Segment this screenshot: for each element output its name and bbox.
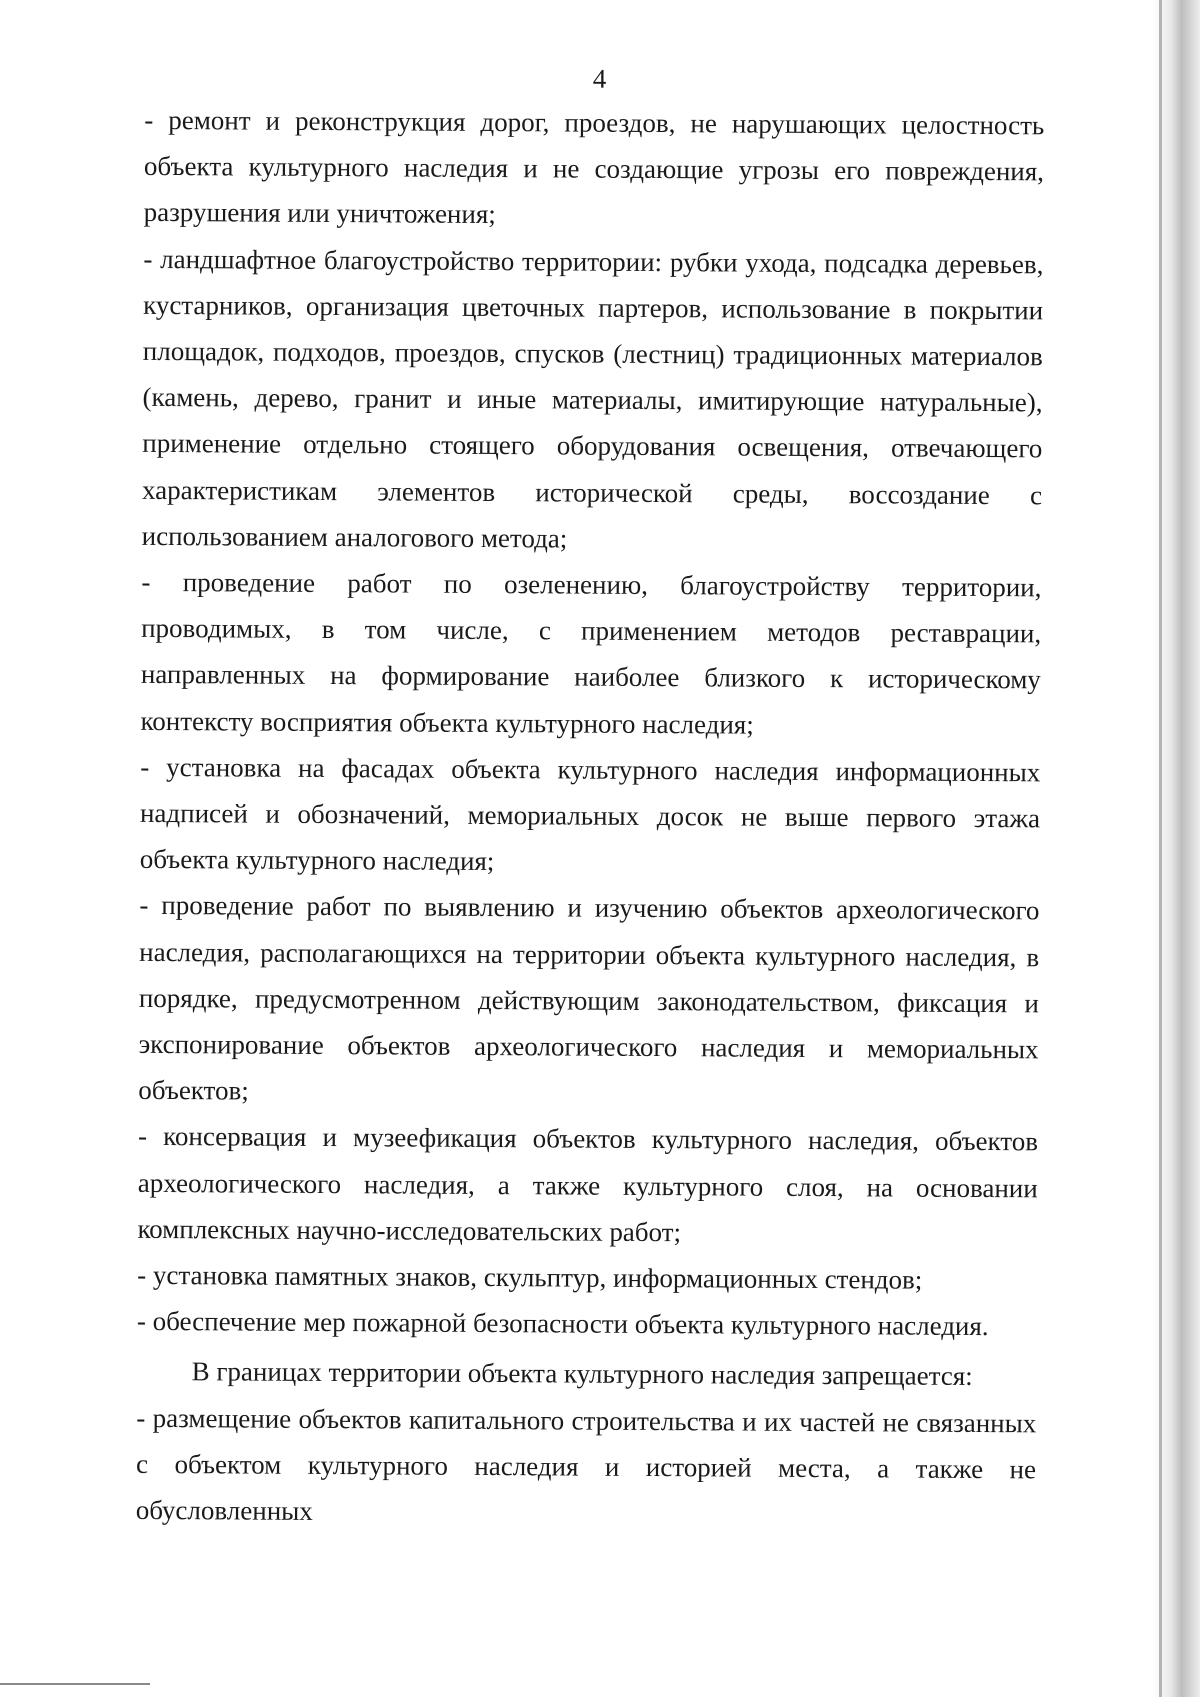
scan-edge-line	[1159, 0, 1162, 1697]
paragraph-landscaping: - ландшафтное благоустройство территории: рубки ухода, подсадка деревьев, кустарников, организация цветочных партеров, использование в покрытии площадок, подходов, проездов, спусков (лестниц) традиционных материалов (камень, дерево, гранит и иные материалы, имитирующие натуральные), применение отдельно стоящего оборудования освещения, отвечающего характеристикам элементов исторической среды, воссоздание с использованием аналогового метода;	[141, 243, 1044, 554]
paragraph-facade-signage: - установка на фасадах объекта культурного наследия информационных надписей и обозначений, мемориальных досок не выше первого этажа объекта культурного наследия;	[139, 751, 1041, 877]
paragraph-capital-construction: - размещение объектов капитального строительства и их частей не связанных с объектом культурного наследия и историей места, а также не обусловленных	[135, 1402, 1037, 1527]
paragraph-fire-safety: - обеспечение мер пожарной безопасности объекта культурного наследия.	[136, 1306, 989, 1342]
paragraph-prohibited-heading: В границах территории объекта культурного наследия запрещается:	[191, 1356, 973, 1392]
paragraph-memorial-signs: - установка памятных знаков, скульптур, информационных стендов;	[137, 1259, 923, 1295]
paragraph-archaeology-research: - проведение работ по выявлению и изучению объектов археологического наследия, располагающихся на территории объекта культурного наследия, в порядке, предусмотренном действующим законодательством, фиксация и экспонирование объектов археологического наследия и мемориальных объектов;	[138, 890, 1040, 1106]
paragraph-greening-works: - проведение работ по озеленению, благоустройству территории, проводимых, в том числе, с применением методов реставрации, направленных на формирование наиболее близкого к историческому контексту восприятия объекта культурного наследия;	[140, 566, 1042, 740]
paragraph-conservation-museumification: - консервация и музеефикация объектов культурного наследия, объектов археологического наследия, а также культурного слоя, на основании комплексных научно-исследовательских работ;	[137, 1121, 1039, 1248]
scan-bottom-rule	[0, 1683, 150, 1685]
paragraph-road-repair: - ремонт и реконструкция дорог, проездов, не нарушающих целостность объекта культурного наследия и не создающие угрозы его повреждения, разрушения или уничтожения;	[143, 104, 1045, 230]
document-body	[136, 97, 1045, 1539]
page-number: 4	[592, 63, 607, 94]
